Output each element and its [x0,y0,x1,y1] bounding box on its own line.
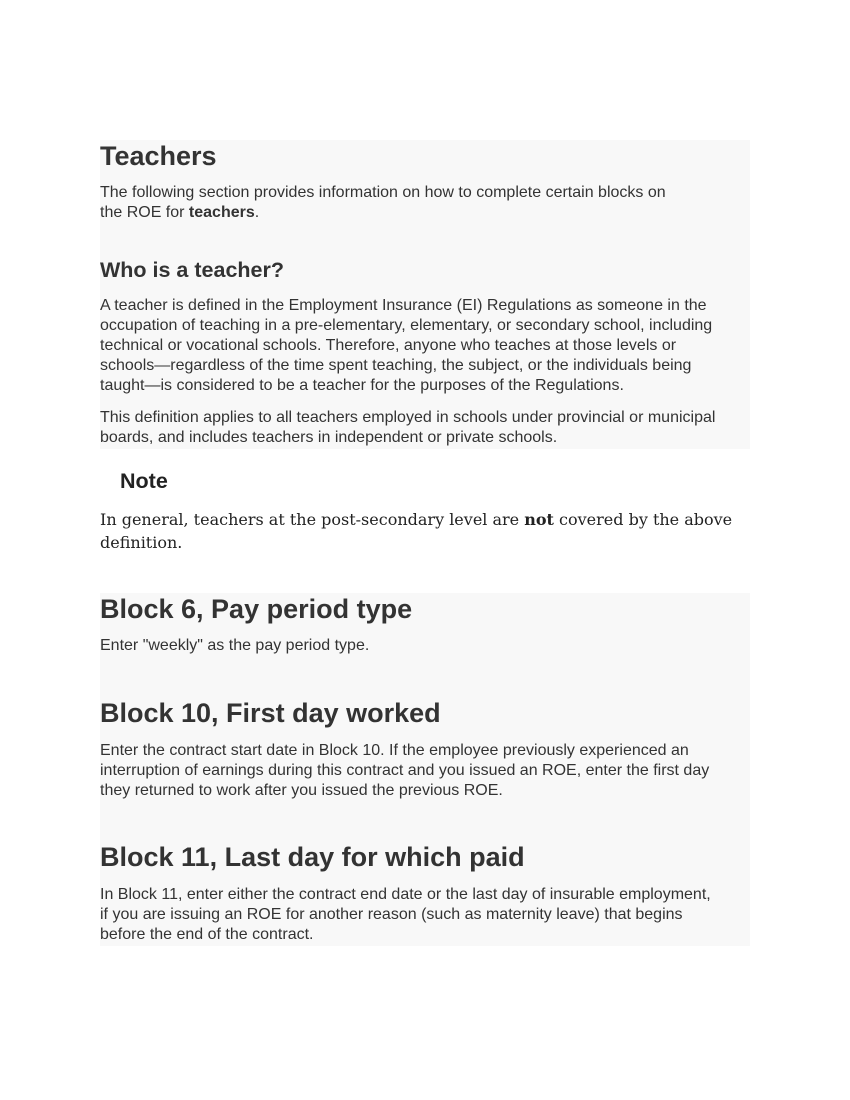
block10-line: Enter the contract start date in Block 10. If the employee previously experienced an [100,742,689,759]
who-is-teacher-heading: Who is a teacher? [100,258,284,282]
teachers-intro-line-2 [100,203,750,223]
block10-heading: Block 10, First day worked [100,698,441,728]
block11-line: if you are issuing an ROE for another reason (such as maternity leave) that begins [100,906,683,923]
block6-text [100,636,750,656]
note-text-before: In general, teachers at the post-secondary level are [100,510,525,529]
note-text-bold: not [524,510,554,529]
note-heading: Note [120,469,168,493]
block11-heading: Block 11, Last day for which paid [100,842,525,872]
note-text-after: covered by the above definition. [100,510,733,552]
teachers-intro-bold: teachers [188,204,255,221]
block10-line: interruption of earnings during this contract and you issued an ROE, enter the first day [100,762,710,779]
block6-line: Enter "weekly" as the pay period type. [100,637,370,654]
blocks-section [100,593,750,946]
block11-text [100,885,750,945]
teachers-intro-text: the ROE for [100,204,189,221]
block11-line: before the end of the contract. [100,926,314,943]
teacher-definition-paragraph [100,296,750,396]
teachers-intro [100,183,750,223]
scope-line: boards, and includes teachers in independent or private schools. [100,429,558,446]
block11-line: In Block 11, enter either the contract end date or the last day of insurable employment, [100,886,711,903]
definition-line: schools—regardless of the time spent teaching, the subject, or the individuals being [100,357,692,374]
block10-text [100,741,750,801]
teachers-intro-line-1: The following section provides information on how to complete certain blocks on [100,184,666,201]
teachers-heading: Teachers [100,141,217,171]
definition-line: occupation of teaching in a pre-elementary, elementary, or secondary school, including [100,317,713,334]
definition-line: taught—is considered to be a teacher for the purposes of the Regulations. [100,377,624,394]
block6-heading: Block 6, Pay period type [100,594,413,624]
note-text [100,508,750,554]
teachers-intro-end: . [254,204,260,221]
block10-line: they returned to work after you issued the previous ROE. [100,782,503,799]
definition-line: technical or vocational schools. Therefore, anyone who teaches at those levels or [100,337,677,354]
teachers-section [100,140,750,449]
definition-line: A teacher is defined in the Employment Insurance (EI) Regulations as someone in the [100,297,707,314]
scope-line: This definition applies to all teachers employed in schools under provincial or municipal [100,409,716,426]
definition-scope-paragraph [100,408,750,448]
